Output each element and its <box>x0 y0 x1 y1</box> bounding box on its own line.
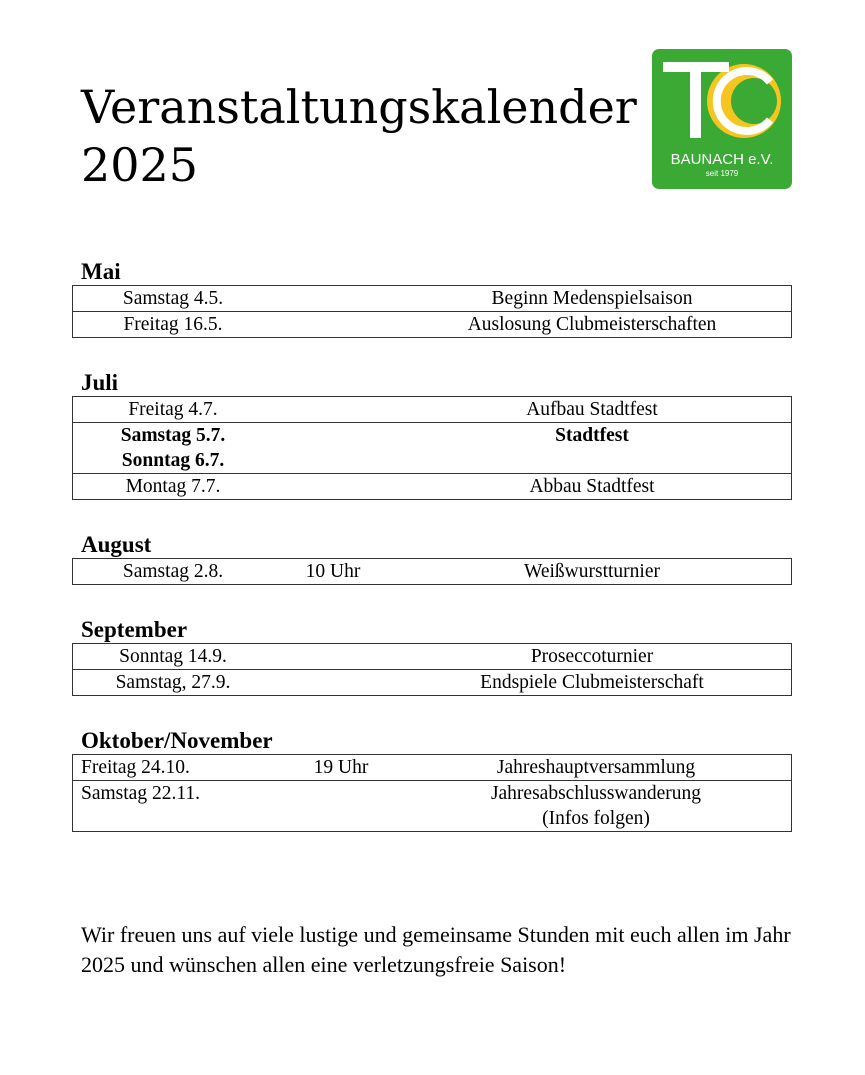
event-name-line-1: Jahresabschlusswanderung <box>490 783 702 804</box>
events-table-juli <box>72 396 792 500</box>
event-date: Freitag 16.5. <box>73 312 274 338</box>
closing-message: Wir freuen uns auf viele lustige und gemeinsame Stunden mit euch allen im Jahr 2025 und wünschen allen eine verletzungsfreie Saison! <box>81 922 791 977</box>
table-row <box>73 423 792 474</box>
events-table-august <box>72 558 792 585</box>
event-time <box>273 423 393 474</box>
events-table-mai <box>72 285 792 338</box>
title-line-2: 2025 <box>81 138 199 192</box>
event-time <box>273 670 393 696</box>
section-heading-mai: Mai <box>81 259 121 284</box>
events-table-september <box>72 643 792 696</box>
event-name: Abbau Stadtfest <box>393 474 792 500</box>
event-time <box>273 474 393 500</box>
event-time <box>281 781 401 832</box>
event-time: 10 Uhr <box>273 559 393 585</box>
event-date: Samstag 2.8. <box>73 559 274 585</box>
events-table-oktober-november <box>72 754 792 832</box>
table-row <box>73 670 792 696</box>
section-heading-september: September <box>81 617 188 642</box>
club-logo <box>652 49 792 189</box>
table-row <box>73 397 792 423</box>
event-time <box>273 286 393 312</box>
section-heading-juli: Juli <box>81 370 119 395</box>
table-row <box>73 755 792 781</box>
event-date: Samstag 4.5. <box>73 286 274 312</box>
event-name: Stadtfest <box>393 423 792 474</box>
event-name-line-2: (Infos folgen) <box>542 808 650 829</box>
event-date: Samstag, 27.9. <box>73 670 274 696</box>
event-time: 19 Uhr <box>281 755 401 781</box>
event-name: Auslosung Clubmeisterschaften <box>393 312 792 338</box>
event-date: Montag 7.7. <box>73 474 274 500</box>
page-title <box>81 78 637 194</box>
table-row <box>73 312 792 338</box>
logo-club-name: BAUNACH e.V. <box>670 151 774 168</box>
event-name: Weißwurstturnier <box>393 559 792 585</box>
table-row <box>73 474 792 500</box>
table-row <box>73 781 792 832</box>
event-name: Jahreshauptversammlung <box>401 755 792 781</box>
event-date: Freitag 4.7. <box>73 397 274 423</box>
event-name: Beginn Medenspielsaison <box>393 286 792 312</box>
event-name <box>401 781 792 832</box>
event-time <box>273 312 393 338</box>
event-name: Aufbau Stadtfest <box>393 397 792 423</box>
section-heading-august: August <box>81 532 152 557</box>
table-row <box>73 644 792 670</box>
table-row <box>73 559 792 585</box>
event-date-end: Sonntag 6.7. <box>121 450 225 471</box>
event-name: Proseccoturnier <box>393 644 792 670</box>
section-heading-oktober-november: Oktober/November <box>81 728 273 753</box>
title-line-1: Veranstaltungskalender <box>81 80 637 134</box>
table-row <box>73 286 792 312</box>
event-date: Samstag 22.11. <box>73 781 282 832</box>
event-time <box>273 644 393 670</box>
event-time <box>273 397 393 423</box>
event-name: Endspiele Clubmeisterschaft <box>393 670 792 696</box>
event-date-start: Samstag 5.7. <box>120 425 226 446</box>
logo-since: seit 1979 <box>705 169 739 178</box>
event-date: Freitag 24.10. <box>73 755 282 781</box>
event-date <box>73 423 274 474</box>
event-date: Sonntag 14.9. <box>73 644 274 670</box>
